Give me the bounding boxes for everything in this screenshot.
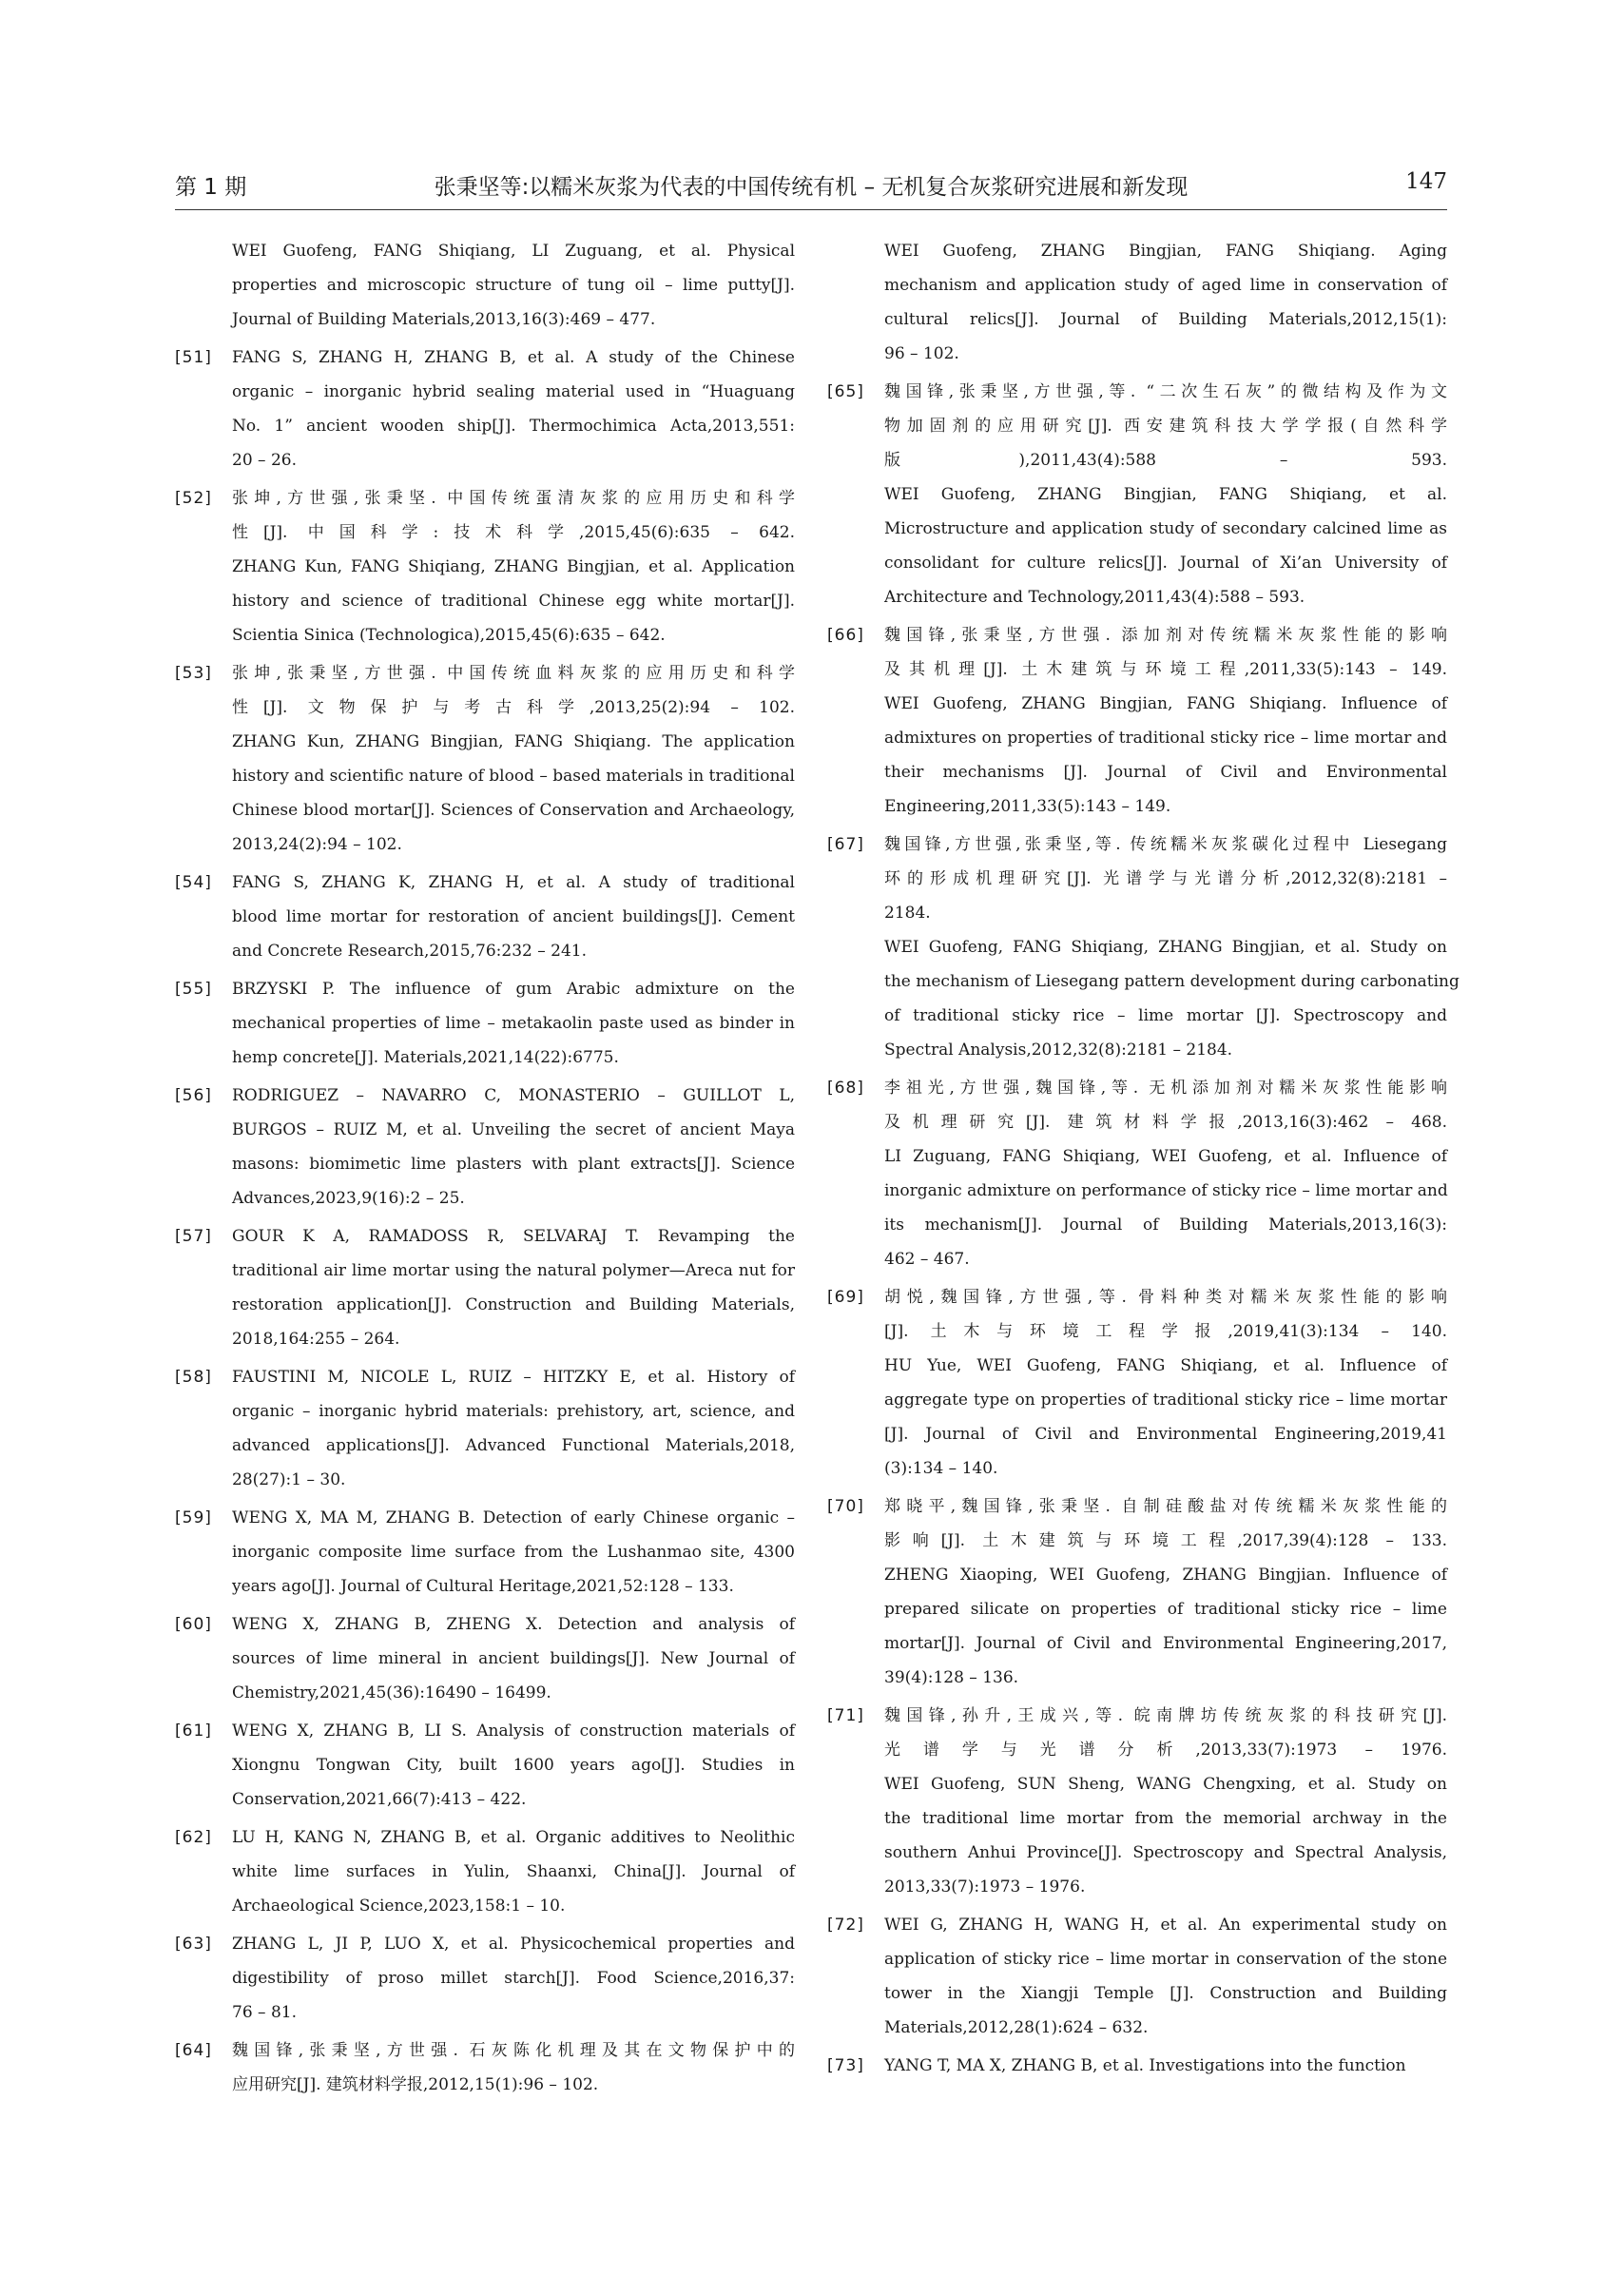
reference-line: advanced applications[J]. Advanced Functional Materials,2018,: [232, 1436, 795, 1455]
reference-number: [68]: [827, 1079, 864, 1098]
reference-line: history and science of traditional Chinese egg white mortar[J].: [232, 592, 795, 611]
reference-line: ZHANG L, JI P, LUO X, et al. Physicochemical properties and: [232, 1935, 795, 1954]
reference-number: [66]: [827, 626, 864, 645]
reference-line: HU Yue, WEI Guofeng, FANG Shiqiang, et al. Influence of: [884, 1356, 1447, 1375]
reference-number: [69]: [827, 1288, 864, 1307]
reference-item: [175, 1714, 795, 1817]
reference-line: WEI G, ZHANG H, WANG H, et al. An experimental study on: [884, 1916, 1447, 1935]
reference-line: ZHANG Kun, FANG Shiqiang, ZHANG Bingjian, et al. Application: [232, 557, 795, 576]
reference-line: and Concrete Research,2015,76:232 – 241.: [232, 942, 587, 961]
running-title: 张秉坚等:以糯米灰浆为代表的中国传统有机 – 无机复合灰浆研究进展和新发现: [434, 175, 1189, 200]
issue-number: 第 1 期: [175, 175, 247, 200]
reference-item: [175, 1079, 795, 1216]
reference-item: [827, 1071, 1447, 1276]
reference-line: 影响[J]. 土木建筑与环境工程,2017,39(4):128 – 133.: [884, 1531, 1447, 1550]
reference-line: their mechanisms [J]. Journal of Civil and Environmental: [884, 763, 1447, 782]
reference-line: digestibility of proso millet starch[J]. Food Science,2016,37:: [232, 1969, 795, 1988]
reference-number: [55]: [175, 980, 212, 999]
reference-number: [70]: [827, 1497, 864, 1516]
reference-line: 28(27):1 – 30.: [232, 1470, 346, 1489]
reference-line: 应用研究[J]. 建筑材料学报,2012,15(1):96 – 102.: [232, 2075, 599, 2094]
reference-item: [175, 340, 795, 477]
reference-item: [175, 972, 795, 1075]
reference-line: WEI Guofeng, ZHANG Bingjian, FANG Shiqiang. Influence of: [884, 694, 1447, 713]
reference-number: [57]: [175, 1227, 212, 1246]
reference-line: traditional air lime mortar using the natural polymer—Areca nut for: [232, 1261, 795, 1280]
reference-number: [61]: [175, 1722, 212, 1741]
reference-line: 魏国锋,张秉坚,方世强,等. “二次生石灰”的微结构及作为文: [884, 382, 1447, 401]
reference-line: inorganic composite lime surface from the Lushanmao site, 4300: [232, 1543, 795, 1562]
reference-line: Materials,2012,28(1):624 – 632.: [884, 2018, 1149, 2037]
reference-line: WEI Guofeng, ZHANG Bingjian, FANG Shiqiang. Aging: [884, 242, 1447, 261]
reference-line: tower in the Xiangji Temple [J]. Construction and Building: [884, 1984, 1447, 2003]
reference-line: organic – inorganic hybrid materials: prehistory, art, science, and: [232, 1402, 795, 1421]
reference-line: southern Anhui Province[J]. Spectroscopy and Spectral Analysis,: [884, 1843, 1447, 1862]
reference-line: 环的形成机理研究[J]. 光谱学与光谱分析,2012,32(8):2181 –: [884, 869, 1447, 888]
reference-line: Spectral Analysis,2012,32(8):2181 – 2184.: [884, 1041, 1233, 1060]
reference-line: WEI Guofeng, FANG Shiqiang, LI Zuguang, et al. Physical: [232, 242, 795, 261]
reference-item: [827, 1489, 1447, 1695]
reference-line: consolidant for culture relics[J]. Journal of Xi’an University of: [884, 554, 1447, 573]
reference-line: 魏国锋,张秉坚,方世强. 石灰陈化机理及其在文物保护中的: [232, 2041, 795, 2060]
reference-number: [58]: [175, 1368, 212, 1387]
reference-number: [72]: [827, 1916, 864, 1935]
reference-number: [71]: [827, 1706, 864, 1725]
reference-line: 张坤,张秉坚,方世强. 中国传统血料灰浆的应用历史和科学: [232, 664, 795, 683]
reference-line: 魏国锋,方世强,张秉坚,等. 传统糯米灰浆碳化过程中 Liesegang: [884, 835, 1447, 854]
reference-item: [827, 1280, 1447, 1486]
reference-line: Chinese blood mortar[J]. Sciences of Conservation and Archaeology,: [232, 801, 795, 820]
reference-line: 物加固剂的应用研究[J]. 西安建筑科技大学学报(自然科学: [884, 417, 1447, 436]
reference-line: WENG X, ZHANG B, ZHENG X. Detection and analysis of: [232, 1615, 795, 1634]
reference-line: 郑晓平,魏国锋,张秉坚. 自制硅酸盐对传统糯米灰浆性能的: [884, 1497, 1447, 1516]
reference-item: [827, 827, 1460, 1067]
reference-item: [175, 234, 795, 337]
reference-line: 性[J]. 中国科学:技术科学,2015,45(6):635 – 642.: [232, 523, 795, 542]
reference-item: [175, 1820, 795, 1923]
reference-number: [67]: [827, 835, 864, 854]
reference-item: [827, 618, 1447, 824]
reference-line: 张坤,方世强,张秉坚. 中国传统蛋清灰浆的应用历史和科学: [232, 489, 795, 508]
running-header: [175, 169, 1447, 204]
reference-line: hemp concrete[J]. Materials,2021,14(22):6775.: [232, 1048, 619, 1067]
reference-line: 及机理研究[J]. 建筑材料学报,2013,16(3):462 – 468.: [884, 1113, 1447, 1132]
reference-line: cultural relics[J]. Journal of Building Materials,2012,15(1):: [884, 310, 1447, 329]
reference-line: YANG T, MA X, ZHANG B, et al. Investigations into the function: [884, 2056, 1406, 2075]
reference-line: 版),2011,43(4):588 – 593.: [884, 451, 1447, 470]
reference-line: RODRIGUEZ – NAVARRO C, MONASTERIO – GUILLOT L,: [232, 1086, 795, 1105]
reference-item: [175, 1927, 795, 2030]
reference-line: 2013,33(7):1973 – 1976.: [884, 1877, 1086, 1897]
reference-item: [175, 1607, 795, 1710]
reference-number: [52]: [175, 489, 212, 508]
reference-line: Xiongnu Tongwan City, built 1600 years ago[J]. Studies in: [232, 1756, 795, 1775]
reference-line: admixtures on properties of traditional sticky rice – lime mortar and: [884, 729, 1447, 748]
reference-number: [60]: [175, 1615, 212, 1634]
reference-item: [175, 656, 795, 862]
reference-item: [175, 1360, 795, 1497]
reference-line: 462 – 467.: [884, 1250, 970, 1269]
reference-line: 39(4):128 – 136.: [884, 1668, 1019, 1687]
reference-line: 及其机理[J]. 土木建筑与环境工程,2011,33(5):143 – 149.: [884, 660, 1447, 679]
reference-line: LU H, KANG N, ZHANG B, et al. Organic additives to Neolithic: [232, 1828, 795, 1847]
reference-line: 胡悦,魏国锋,方世强,等. 骨料种类对糯米灰浆性能的影响: [884, 1288, 1447, 1307]
reference-line: Conservation,2021,66(7):413 – 422.: [232, 1790, 527, 1809]
reference-number: [56]: [175, 1086, 212, 1105]
reference-line: WEI Guofeng, SUN Sheng, WANG Chengxing, et al. Study on: [884, 1775, 1447, 1794]
reference-line: inorganic admixture on performance of sticky rice – lime mortar and: [884, 1181, 1448, 1200]
reference-line: WENG X, MA M, ZHANG B. Detection of early Chinese organic –: [232, 1508, 795, 1527]
reference-line: 2018,164:255 – 264.: [232, 1330, 400, 1349]
reference-number: [53]: [175, 664, 212, 683]
reference-line: application of sticky rice – lime mortar in conservation of the stone: [884, 1950, 1447, 1969]
reference-line: FANG S, ZHANG H, ZHANG B, et al. A study of the Chinese: [232, 348, 795, 367]
reference-number: [59]: [175, 1508, 212, 1527]
reference-line: 2184.: [884, 904, 931, 923]
reference-line: Chemistry,2021,45(36):16490 – 16499.: [232, 1683, 551, 1702]
reference-line: FAUSTINI M, NICOLE L, RUIZ – HITZKY E, et al. History of: [232, 1368, 795, 1387]
reference-line: WENG X, ZHANG B, LI S. Analysis of construction materials of: [232, 1722, 795, 1741]
reference-line: ZHENG Xiaoping, WEI Guofeng, ZHANG Bingjian. Influence of: [884, 1566, 1447, 1585]
reference-line: properties and microscopic structure of tung oil – lime putty[J].: [232, 276, 795, 295]
reference-item: [175, 2033, 795, 2102]
reference-line: ZHANG Kun, ZHANG Bingjian, FANG Shiqiang. The application: [232, 732, 795, 751]
reference-item: [827, 234, 1447, 371]
reference-line: Advances,2023,9(16):2 – 25.: [232, 1189, 465, 1208]
reference-line: mechanism and application study of aged lime in conservation of: [884, 276, 1447, 295]
reference-line: mechanical properties of lime – metakaolin paste used as binder in: [232, 1014, 795, 1033]
reference-line: Engineering,2011,33(5):143 – 149.: [884, 797, 1171, 816]
reference-line: 魏国锋,孙升,王成兴,等. 皖南牌坊传统灰浆的科技研究[J].: [884, 1706, 1447, 1725]
reference-line: No. 1” ancient wooden ship[J]. Thermochimica Acta,2013,551:: [232, 417, 795, 436]
reference-number: [63]: [175, 1935, 212, 1954]
reference-line: (3):134 – 140.: [884, 1459, 998, 1478]
reference-number: [62]: [175, 1828, 212, 1847]
reference-line: the mechanism of Liesegang pattern development during carbonating: [884, 972, 1460, 991]
reference-line: years ago[J]. Journal of Cultural Heritage,2021,52:128 – 133.: [232, 1577, 734, 1596]
reference-line: restoration application[J]. Construction and Building Materials,: [232, 1295, 795, 1314]
reference-number: [73]: [827, 2056, 864, 2075]
reference-line: 魏国锋,张秉坚,方世强. 添加剂对传统糯米灰浆性能的影响: [884, 626, 1447, 645]
reference-number: [65]: [827, 382, 864, 401]
header-rule: [175, 209, 1447, 210]
right-column: [827, 234, 1460, 2087]
reference-line: prepared silicate on properties of traditional sticky rice – lime: [884, 1600, 1447, 1619]
reference-item: [175, 1501, 795, 1604]
left-column: [175, 234, 795, 2106]
reference-line: 性[J]. 文物保护与考古科学,2013,25(2):94 – 102.: [232, 698, 795, 717]
reference-item: [175, 866, 795, 968]
reference-number: [64]: [175, 2041, 212, 2060]
reference-line: its mechanism[J]. Journal of Building Materials,2013,16(3):: [884, 1216, 1447, 1235]
reference-line: [J]. 土木与环境工程学报,2019,41(3):134 – 140.: [884, 1322, 1447, 1341]
reference-item: [175, 1219, 795, 1356]
reference-line: FANG S, ZHANG K, ZHANG H, et al. A study of traditional: [232, 873, 795, 892]
reference-line: organic – inorganic hybrid sealing material used in “Huaguang: [232, 382, 795, 401]
reference-item: [827, 2049, 1447, 2083]
reference-item: [827, 1699, 1447, 1904]
reference-line: 李祖光,方世强,魏国锋,等. 无机添加剂对糯米灰浆性能影响: [884, 1079, 1447, 1098]
reference-line: sources of lime mineral in ancient buildings[J]. New Journal of: [232, 1649, 795, 1668]
reference-line: GOUR K A, RAMADOSS R, SELVARAJ T. Revamping the: [232, 1227, 795, 1246]
reference-line: white lime surfaces in Yulin, Shaanxi, China[J]. Journal of: [232, 1862, 795, 1881]
reference-line: Microstructure and application study of secondary calcined lime as: [884, 519, 1447, 538]
reference-line: aggregate type on properties of traditional sticky rice – lime mortar: [884, 1391, 1447, 1410]
reference-line: mortar[J]. Journal of Civil and Environmental Engineering,2017,: [884, 1634, 1447, 1653]
reference-item: [827, 1908, 1447, 2045]
reference-line: blood lime mortar for restoration of ancient buildings[J]. Cement: [232, 907, 795, 926]
reference-line: Archaeological Science,2023,158:1 – 10.: [232, 1897, 566, 1916]
reference-line: Journal of Building Materials,2013,16(3):469 – 477.: [232, 310, 656, 329]
reference-line: Scientia Sinica (Technologica),2015,45(6):635 – 642.: [232, 626, 666, 645]
reference-line: the traditional lime mortar from the memorial archway in the: [884, 1809, 1447, 1828]
reference-line: 96 – 102.: [884, 344, 959, 363]
reference-line: LI Zuguang, FANG Shiqiang, WEI Guofeng, et al. Influence of: [884, 1147, 1447, 1166]
reference-line: [J]. Journal of Civil and Environmental Engineering,2019,41: [884, 1425, 1447, 1444]
reference-line: 76 – 81.: [232, 2003, 297, 2022]
reference-line: BURGOS – RUIZ M, et al. Unveiling the secret of ancient Maya: [232, 1120, 795, 1139]
reference-line: WEI Guofeng, FANG Shiqiang, ZHANG Bingjian, et al. Study on: [884, 938, 1447, 957]
reference-line: history and scientific nature of blood – based materials in traditional: [232, 767, 795, 786]
reference-line: 光谱学与光谱分析,2013,33(7):1973 – 1976.: [884, 1741, 1447, 1760]
reference-number: [54]: [175, 873, 212, 892]
reference-line: BRZYSKI P. The influence of gum Arabic admixture on the: [232, 980, 795, 999]
page-number: 147: [1405, 169, 1447, 194]
reference-item: [175, 481, 795, 652]
reference-line: 2013,24(2):94 – 102.: [232, 835, 402, 854]
reference-number: [51]: [175, 348, 212, 367]
reference-line: Architecture and Technology,2011,43(4):588 – 593.: [884, 588, 1305, 607]
reference-line: WEI Guofeng, ZHANG Bingjian, FANG Shiqiang, et al.: [884, 485, 1447, 504]
reference-line: of traditional sticky rice – lime mortar [J]. Spectroscopy and: [884, 1006, 1447, 1025]
reference-item: [827, 375, 1447, 614]
reference-line: masons: biomimetic lime plasters with plant extracts[J]. Science: [232, 1155, 795, 1174]
reference-line: 20 – 26.: [232, 451, 297, 470]
